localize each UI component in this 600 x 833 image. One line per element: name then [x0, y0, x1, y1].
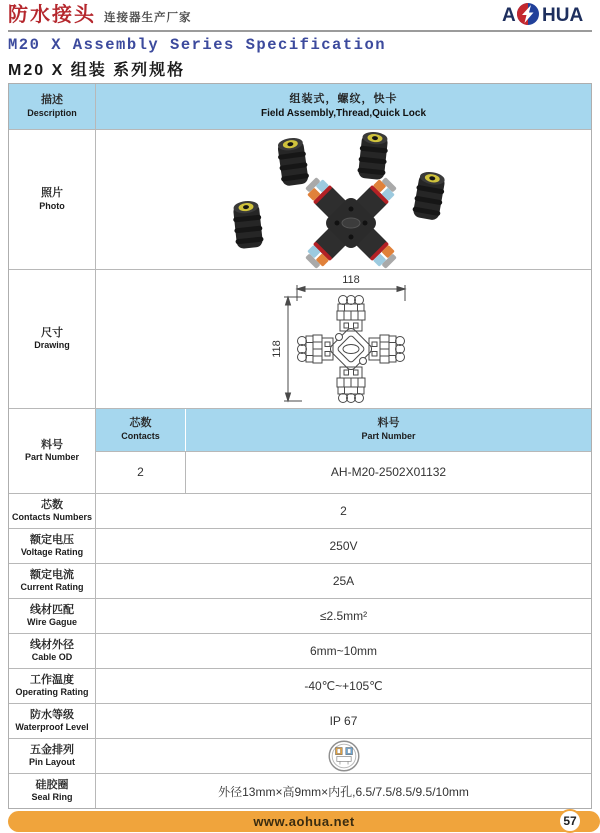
label-zh: 额定电流 [30, 568, 74, 581]
row-label [9, 84, 96, 129]
row-contacts-numbers [9, 493, 591, 528]
row-cable-od [9, 633, 591, 668]
partno-cell [186, 452, 591, 494]
svg-text:HUA: HUA [542, 5, 584, 26]
label-zh: 料号 [41, 438, 63, 451]
label-en: Part Number [24, 452, 79, 463]
seal-ring-value: 外径13mm×高9mm×内孔,6.5/7.5/8.5/9.5/10mm [218, 784, 469, 799]
contacts-numbers-value: 2 [340, 504, 347, 518]
col-header-zh: 料号 [377, 417, 400, 430]
dim-width-label: 118 [342, 273, 360, 286]
label-zh: 照片 [41, 187, 63, 199]
row-photo [9, 129, 591, 269]
drawing-illustration [96, 271, 591, 408]
pin-layout-cell [96, 739, 591, 773]
row-label [9, 599, 96, 633]
label-en: Waterproof Level [15, 722, 89, 733]
description-zh: 组装式，螺纹，快卡 [289, 92, 398, 105]
row-label [9, 669, 96, 703]
row-label [9, 774, 96, 808]
row-seal-ring [9, 773, 591, 808]
row-label [9, 529, 96, 563]
row-label [9, 634, 96, 668]
brand-block [8, 0, 192, 27]
current-rating-value: 25A [332, 574, 355, 588]
label-en: Seal Ring [31, 792, 73, 803]
contacts-col-header [96, 409, 186, 451]
page-title-en: M20 X Assembly Series Specification [8, 36, 387, 54]
spec-table [8, 83, 592, 809]
row-label [9, 409, 96, 493]
connector-photo-illustration [96, 131, 591, 269]
label-en: Voltage Rating [20, 547, 84, 558]
row-label [9, 270, 96, 408]
label-zh: 防水等级 [30, 708, 74, 721]
product-photo [96, 130, 591, 269]
col-header-zh: 芯数 [129, 417, 152, 430]
website-url: www.aohua.net [253, 814, 355, 829]
operating-rating-value: -40℃~+105℃ [304, 679, 383, 693]
waterproof-level-value: IP 67 [329, 714, 358, 728]
row-label [9, 564, 96, 598]
label-zh: 线材匹配 [30, 603, 74, 616]
dimension-drawing [96, 270, 591, 408]
row-label [9, 739, 96, 773]
brand-title: 防水接头 [8, 4, 96, 26]
description-en: Field Assembly,Thread,Quick Lock [260, 108, 427, 120]
row-wire-gauge [9, 598, 591, 633]
row-drawing [9, 269, 591, 408]
label-zh: 尺寸 [41, 326, 63, 339]
label-zh: 五金排列 [30, 743, 74, 756]
description-value [96, 84, 591, 129]
label-en: Wire Gague [27, 617, 77, 628]
part-number-subtable [96, 409, 591, 493]
subtable-data-row [96, 451, 591, 494]
contacts-value: 2 [137, 464, 144, 479]
subtable-header [96, 409, 591, 451]
row-label [9, 130, 96, 269]
dim-height-label: 118 [271, 339, 283, 358]
pin-layout-icon [327, 739, 361, 773]
row-waterproof-level [9, 703, 591, 738]
label-en: Drawing [34, 340, 70, 351]
row-description [9, 84, 591, 129]
row-operating-rating [9, 668, 591, 703]
page-header [8, 5, 592, 32]
page-title-zh: M20 X 组装 系列规格 [8, 62, 186, 79]
aohua-logo [500, 1, 592, 27]
col-header-en: Contacts [121, 431, 160, 441]
row-label [9, 494, 96, 528]
label-en: Description [27, 107, 77, 118]
label-en: Cable OD [31, 652, 73, 663]
row-voltage-rating [9, 528, 591, 563]
label-zh: 描述 [41, 94, 63, 106]
footer-bar [8, 811, 600, 832]
row-pin-layout [9, 738, 591, 773]
voltage-rating-value: 250V [329, 539, 358, 553]
row-label [9, 704, 96, 738]
wire-gauge-value: ≤2.5mm² [319, 609, 368, 623]
label-en: Photo [39, 200, 65, 211]
svg-text:A: A [502, 5, 516, 26]
brand-subtitle: 连接器生产厂家 [104, 12, 192, 24]
label-en: Operating Rating [15, 687, 89, 698]
label-en: Contacts Numbers [11, 512, 92, 523]
page-number-badge: 57 [558, 809, 582, 833]
label-zh: 芯数 [41, 498, 63, 511]
label-zh: 线材外径 [30, 638, 74, 651]
label-zh: 额定电压 [30, 533, 74, 546]
cable-od-value: 6mm~10mm [309, 644, 377, 658]
partno-value: AH-M20-2502X01132 [330, 464, 447, 479]
row-current-rating [9, 563, 591, 598]
row-part-number [9, 408, 591, 493]
aohua-logo-icon [500, 1, 592, 27]
label-zh: 硅胶圈 [35, 778, 69, 791]
label-en: Pin Layout [28, 757, 75, 768]
label-zh: 工作温度 [30, 673, 74, 686]
contacts-cell [96, 452, 186, 494]
col-header-en: Part Number [361, 431, 416, 441]
label-en: Current Rating [20, 582, 84, 593]
partno-col-header [186, 409, 591, 451]
